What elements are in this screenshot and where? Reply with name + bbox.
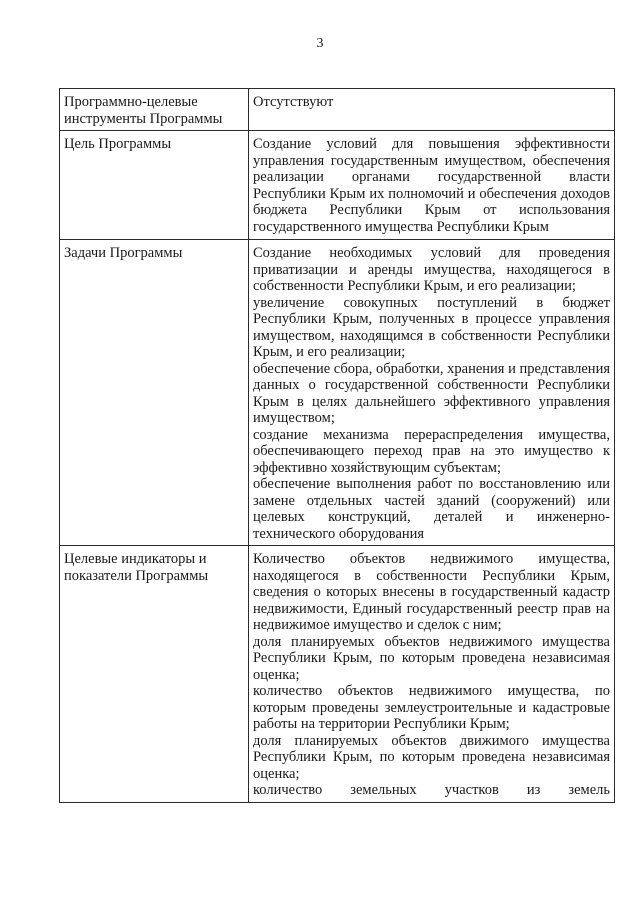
table-row-goal [60, 131, 615, 240]
page-number: 3 [316, 36, 324, 51]
value-paragraph: создание механизма перераспределения имущества, обеспечивающего переход прав на это имущество к эффективно хозяйствующим субъектам; [253, 426, 610, 476]
value-paragraph: доля планируемых объектов недвижимого имущества Республики Крым, по которым проведена независимая оценка; [253, 633, 610, 683]
table-row-indicators [60, 546, 615, 803]
table-row-tasks [60, 240, 615, 546]
row-label: Программно-целевые инструменты Программы [60, 89, 249, 131]
row-label: Задачи Программы [60, 240, 249, 546]
value-paragraph: количество объектов недвижимого имущества, по которым проведены землеустроительные и кадастровые работы на территории Республики Крым; [253, 683, 610, 732]
row-value [249, 240, 615, 546]
value-paragraph: количество земельных участков из земель [253, 782, 610, 798]
value-paragraph: Создание условий для повышения эффективности управления государственным имуществом, обеспечения реализации органами государственной власти Республики Крым их полномочий и обеспечения доходов бюджета Республики Крым от использования государственного имущества Республики Крым [253, 136, 610, 235]
row-value [249, 131, 615, 240]
row-label: Цель Программы [60, 131, 249, 240]
value-paragraph: Количество объектов недвижимого имущества, находящегося в собственности Республики Крым, сведения о которых внесены в государственный кадастр недвижимости, Единый государственный реестр прав на недвижимое имущество и сделок с ним; [253, 551, 610, 633]
value-paragraph: доля планируемых объектов движимого имущества Республики Крым, по которым проведена независимая оценка; [253, 732, 610, 782]
row-value [249, 89, 615, 131]
value-paragraph: Создание необходимых условий для проведения приватизации и аренды имущества, находящегося в собственности Республики Крым, и его реализации; [253, 245, 610, 294]
value-paragraph: обеспечение выполнения работ по восстановлению или замене отдельных частей зданий (сооружений) или целевых конструкций, деталей и инженерно-технического оборудования [253, 476, 610, 542]
value-paragraph: Отсутствуют [253, 94, 334, 110]
row-value [249, 546, 615, 803]
value-paragraph: увеличение совокупных поступлений в бюджет Республики Крым, полученных в процессе управления имуществом, находящимся в собственности Республики Крым, и его реализации; [253, 294, 610, 360]
table-row-instruments [60, 89, 615, 131]
row-label: Целевые индикаторы и показатели Программы [60, 546, 249, 803]
value-paragraph: обеспечение сбора, обработки, хранения и представления данных о государственной собственности Республики Крым в целях дальнейшего эффективного управления имуществом; [253, 360, 610, 426]
program-passport-table [59, 88, 615, 803]
